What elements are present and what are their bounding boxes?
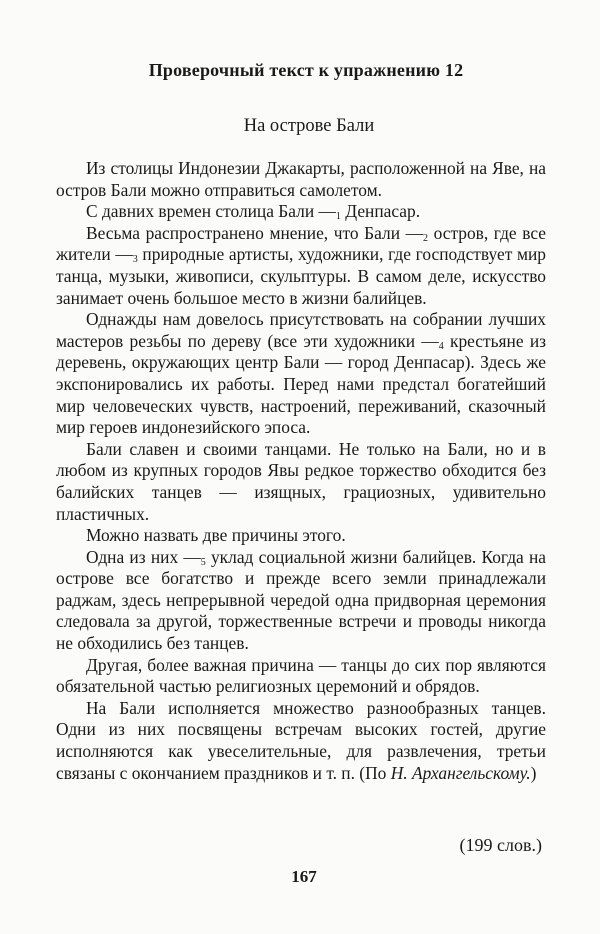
paragraph-text: С давних времен столица Бали — <box>86 201 336 222</box>
paragraph-text: Можно назвать две причины этого. <box>86 525 346 546</box>
paragraph-text: Однажды нам довелось присутствовать на собрании лучших мастеров резьбы по дереву (все эти художники — <box>56 309 546 351</box>
page-number: 167 <box>291 867 317 886</box>
paragraph <box>56 158 546 201</box>
paragraph <box>56 655 546 698</box>
word-count: (199 слов.) <box>459 835 542 855</box>
author-attribution: Н. Архангельскому. <box>390 762 531 783</box>
paragraph <box>56 201 546 223</box>
paragraph-text: На Бали исполняется множество разнообразных танцев. Одни из них посвящены встречам высоких гостей, другие исполняются как увеселительные, для развлечения, третьи связаны с окончанием праздников и т. п. (По <box>56 697 546 783</box>
footnote-marker: 4 <box>438 340 444 352</box>
paragraph-text: ) <box>530 762 537 783</box>
paragraph-text: крестьяне из деревень, окружающих центр Бали — город Денпасар). Здесь же экспонировались их работы. Перед нами предстал богатейший мир человеческих чувств, настроений, переживаний, сказочный мир героев индонезийского эпоса. <box>56 330 546 438</box>
exercise-header: Проверочный текст к упражнению 12 <box>148 60 464 80</box>
body-text <box>56 158 546 784</box>
footnote-marker: 1 <box>335 211 341 223</box>
footnote-marker: 3 <box>132 254 138 266</box>
paragraph <box>56 525 546 547</box>
paragraph-text: уклад социальной жизни балийцев. Когда на острове все богатство и прежде всего земли принадлежали раджам, здесь непрерывной чередой одна придворная церемония следовала за другой, торжественные встречи и проводы никогда не обходились без танцев. <box>56 546 547 654</box>
paragraph-text: остров, где все жители — <box>56 222 546 265</box>
text-title: На острове Бали <box>243 116 375 136</box>
paragraph <box>56 309 546 439</box>
paragraph <box>56 439 546 525</box>
paragraph-text: Бали славен и своими танцами. Не только на Бали, но и в любом из крупных городов Явы редкое торжество обходится без балийских танцев — изящных, грациозных, удивительно пластичных. <box>56 438 546 524</box>
footnote-marker: 2 <box>423 232 428 244</box>
paragraph-text: Денпасар. <box>340 201 421 222</box>
paragraph-text: Весьма распространено мнение, что Бали — <box>86 222 423 243</box>
footnote-marker: 5 <box>200 556 206 568</box>
paragraph <box>56 223 546 309</box>
paragraph <box>56 547 546 655</box>
paragraph <box>56 698 546 784</box>
paragraph-text: Одна из них — <box>86 546 201 567</box>
paragraph-text: Другая, более важная причина — танцы до сих пор являются обязательной частью религиозных церемоний и обрядов. <box>56 654 546 697</box>
paragraph-text: Из столицы Индонезии Джакарты, расположенной на Яве, на остров Бали можно отправиться самолетом. <box>56 158 546 200</box>
paragraph-text: природные артисты, художники, где господствует мир танца, музыки, живописи, скульптуры. В самом деле, искусство занимает очень большое место в жизни балийцев. <box>56 244 546 308</box>
